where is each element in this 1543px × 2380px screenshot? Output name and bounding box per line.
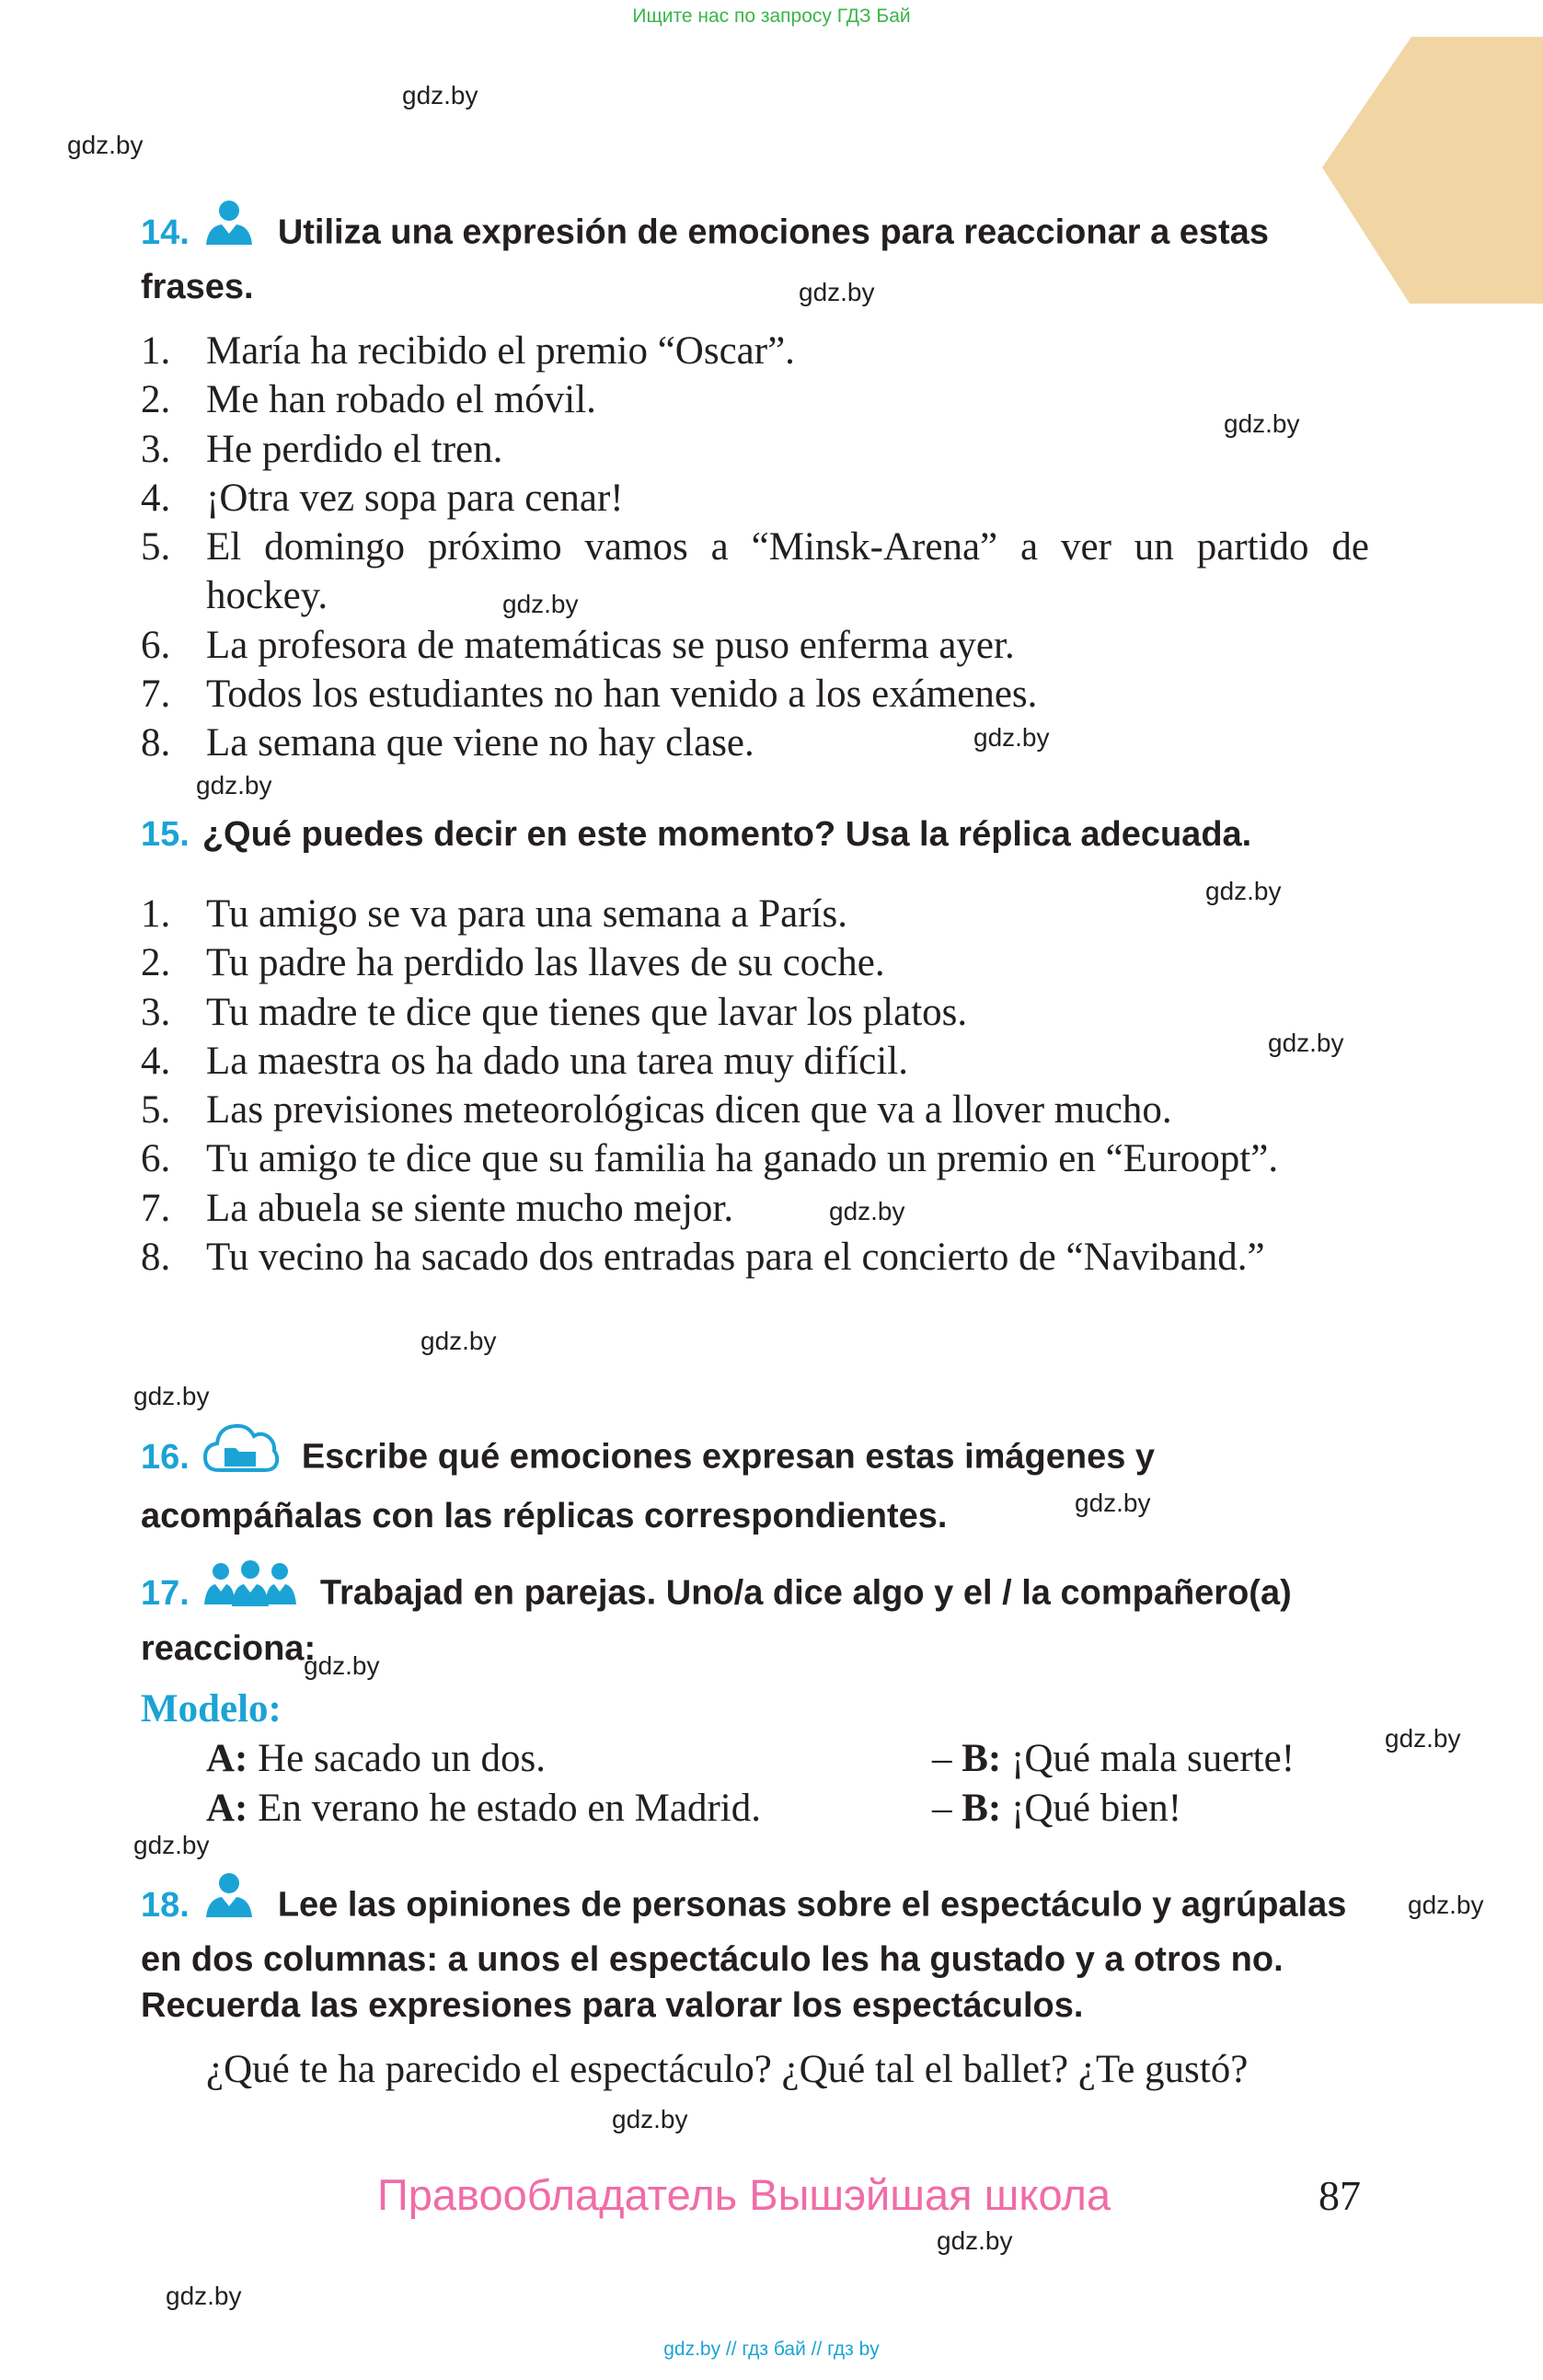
item-number: 6. [141, 623, 171, 667]
person-icon [202, 1871, 256, 1931]
task-18-heading [141, 1877, 1369, 2029]
person-icon [202, 199, 256, 259]
list-item [141, 327, 1369, 375]
list-item [141, 670, 1369, 719]
watermark: gdz.by [133, 1831, 210, 1859]
task-number: 18. [141, 1885, 190, 1925]
watermark: gdz.by [799, 278, 875, 306]
watermark: gdz.by [402, 81, 478, 109]
model-label: Modelo: [141, 1687, 282, 1730]
watermark: gdz.by [1075, 1489, 1151, 1517]
dash: – [932, 1787, 952, 1830]
item-number: 8. [141, 721, 171, 765]
item-text: Todos los estudiantes no han venido a los exámenes. [206, 673, 1038, 717]
watermark: gdz.by [1408, 1891, 1484, 1919]
list-item [141, 988, 1369, 1037]
speaker-label: B: [961, 1737, 1002, 1780]
task-number: 16. [141, 1437, 190, 1477]
model-text: He sacado un dos. [258, 1737, 546, 1780]
watermark: gdz.by [133, 1382, 210, 1410]
item-number: 7. [141, 1186, 171, 1230]
item-text: Las previsiones meteorológicas dicen que va a llover mucho. [206, 1088, 1172, 1133]
watermark: gdz.by [973, 723, 1050, 752]
watermark: gdz.by [196, 771, 272, 799]
exercise-14-list [141, 327, 1369, 768]
list-item [141, 1037, 1369, 1086]
list-item [141, 474, 1369, 523]
item-text: María ha recibido el premio “Oscar”. [206, 329, 795, 373]
speaker-label: B: [961, 1787, 1002, 1830]
watermark: gdz.by [420, 1327, 497, 1355]
page-number: 87 [1318, 2172, 1361, 2219]
watermark: gdz.by [612, 2105, 688, 2133]
item-text: Tu amigo te dice que su familia ha ganado un premio en “Euroopt”. [206, 1137, 1279, 1181]
exercise-18-paragraph: ¿Qué te ha parecido el espectáculo? ¿Qué tal el ballet? ¿Te gustó? [206, 2048, 1249, 2091]
watermark: gdz.by [1205, 877, 1282, 905]
watermark: gdz.by [1385, 1724, 1461, 1753]
task-instruction: ¿Qué puedes decir en este momento? Usa la réplica adecuada. [202, 815, 1252, 854]
task-15-heading [141, 811, 1369, 857]
speaker-label: A: [206, 1787, 248, 1830]
watermark: gdz.by [1268, 1029, 1344, 1057]
dash: – [932, 1737, 952, 1780]
model-line-b [932, 1786, 1181, 1831]
item-text: El domingo próximo vamos a “Minsk-Arena” a ver un partido de hockey. [206, 525, 1369, 618]
list-item [141, 1233, 1369, 1282]
item-number: 8. [141, 1236, 171, 1280]
header-note: Ищите нас по запросу ГДЗ Бай [632, 6, 911, 27]
list-item [141, 425, 1369, 474]
task-number: 17. [141, 1573, 190, 1613]
item-number: 1. [141, 329, 171, 373]
list-item [141, 523, 1369, 621]
item-text: Tu amigo se va para una semana a París. [206, 892, 847, 936]
task-instruction: Utiliza una expresión de emociones para reaccionar a estas frases. [141, 213, 1269, 306]
speaker-label: A: [206, 1737, 248, 1780]
item-number: 7. [141, 673, 171, 717]
model-text: En verano he estado en Madrid. [258, 1787, 761, 1830]
task-number: 14. [141, 213, 190, 252]
watermark: gdz.by [937, 2226, 1013, 2255]
item-text: Tu padre ha perdido las llaves de su coche. [206, 941, 885, 985]
item-number: 4. [141, 1039, 171, 1083]
watermark: gdz.by [304, 1651, 380, 1680]
footer-links: gdz.by // гдз бай // гдз by [663, 2339, 880, 2360]
task-instruction: Trabajad en parejas. Uno/a dice algo y el / la compañero(a) reacciona: [141, 1573, 1292, 1668]
item-text: ¡Otra vez sopa para cenar! [206, 476, 624, 520]
task-17-heading [141, 1564, 1369, 1672]
item-number: 4. [141, 476, 171, 520]
watermark: gdz.by [166, 2282, 242, 2310]
cloud-folder-icon [202, 1419, 280, 1488]
group-icon [202, 1558, 298, 1620]
item-text: He perdido el tren. [206, 427, 503, 471]
item-text: Tu vecino ha sacado dos entradas para el concierto de “Naviband.” [206, 1236, 1265, 1280]
model-line-b [932, 1736, 1295, 1781]
task-instruction: Escribe qué emociones expresan estas imágenes y acompáñalas con las réplicas correspondientes. [141, 1437, 1156, 1535]
model-line-a [206, 1736, 546, 1781]
list-item [141, 890, 1369, 938]
watermark: gdz.by [502, 590, 579, 618]
list-item [141, 719, 1369, 767]
model-text: ¡Qué mala suerte! [1011, 1737, 1295, 1780]
item-text: La semana que viene no hay clase. [206, 721, 754, 765]
item-text: La maestra os ha dado una tarea muy difícil. [206, 1039, 908, 1083]
item-number: 5. [141, 1088, 171, 1133]
rights-holder: Правообладатель Вышэйшая школа [377, 2170, 1111, 2219]
item-number: 2. [141, 941, 171, 985]
list-item [141, 1134, 1369, 1183]
list-item [141, 1086, 1369, 1134]
task-14-heading [141, 204, 1369, 310]
task-16-heading [141, 1424, 1369, 1539]
item-number: 3. [141, 990, 171, 1034]
item-text: La abuela se siente mucho mejor. [206, 1186, 734, 1230]
item-number: 6. [141, 1137, 171, 1181]
item-number: 1. [141, 892, 171, 936]
list-item [141, 938, 1369, 987]
item-number: 3. [141, 427, 171, 471]
item-text: Me han robado el móvil. [206, 378, 596, 422]
watermark: gdz.by [1224, 409, 1300, 438]
model-line-a [206, 1786, 761, 1831]
item-number: 2. [141, 378, 171, 422]
list-item [141, 1184, 1369, 1233]
item-text: La profesora de matemáticas se puso enferma ayer. [206, 623, 1015, 667]
watermark: gdz.by [829, 1197, 905, 1225]
item-text: Tu madre te dice que tienes que lavar los platos. [206, 990, 968, 1034]
list-item [141, 375, 1369, 424]
model-text: ¡Qué bien! [1011, 1787, 1182, 1830]
watermark: gdz.by [67, 131, 144, 159]
task-number: 15. [141, 815, 190, 854]
task-instruction: Lee las opiniones de personas sobre el espectáculo y agrúpalas en dos columnas: a unos el espectáculo les ha gustado y a otros no. Recuerda las expresiones para valorar los espectáculos. [141, 1885, 1347, 2025]
item-number: 5. [141, 525, 171, 569]
list-item [141, 621, 1369, 670]
exercise-15-list [141, 890, 1369, 1282]
